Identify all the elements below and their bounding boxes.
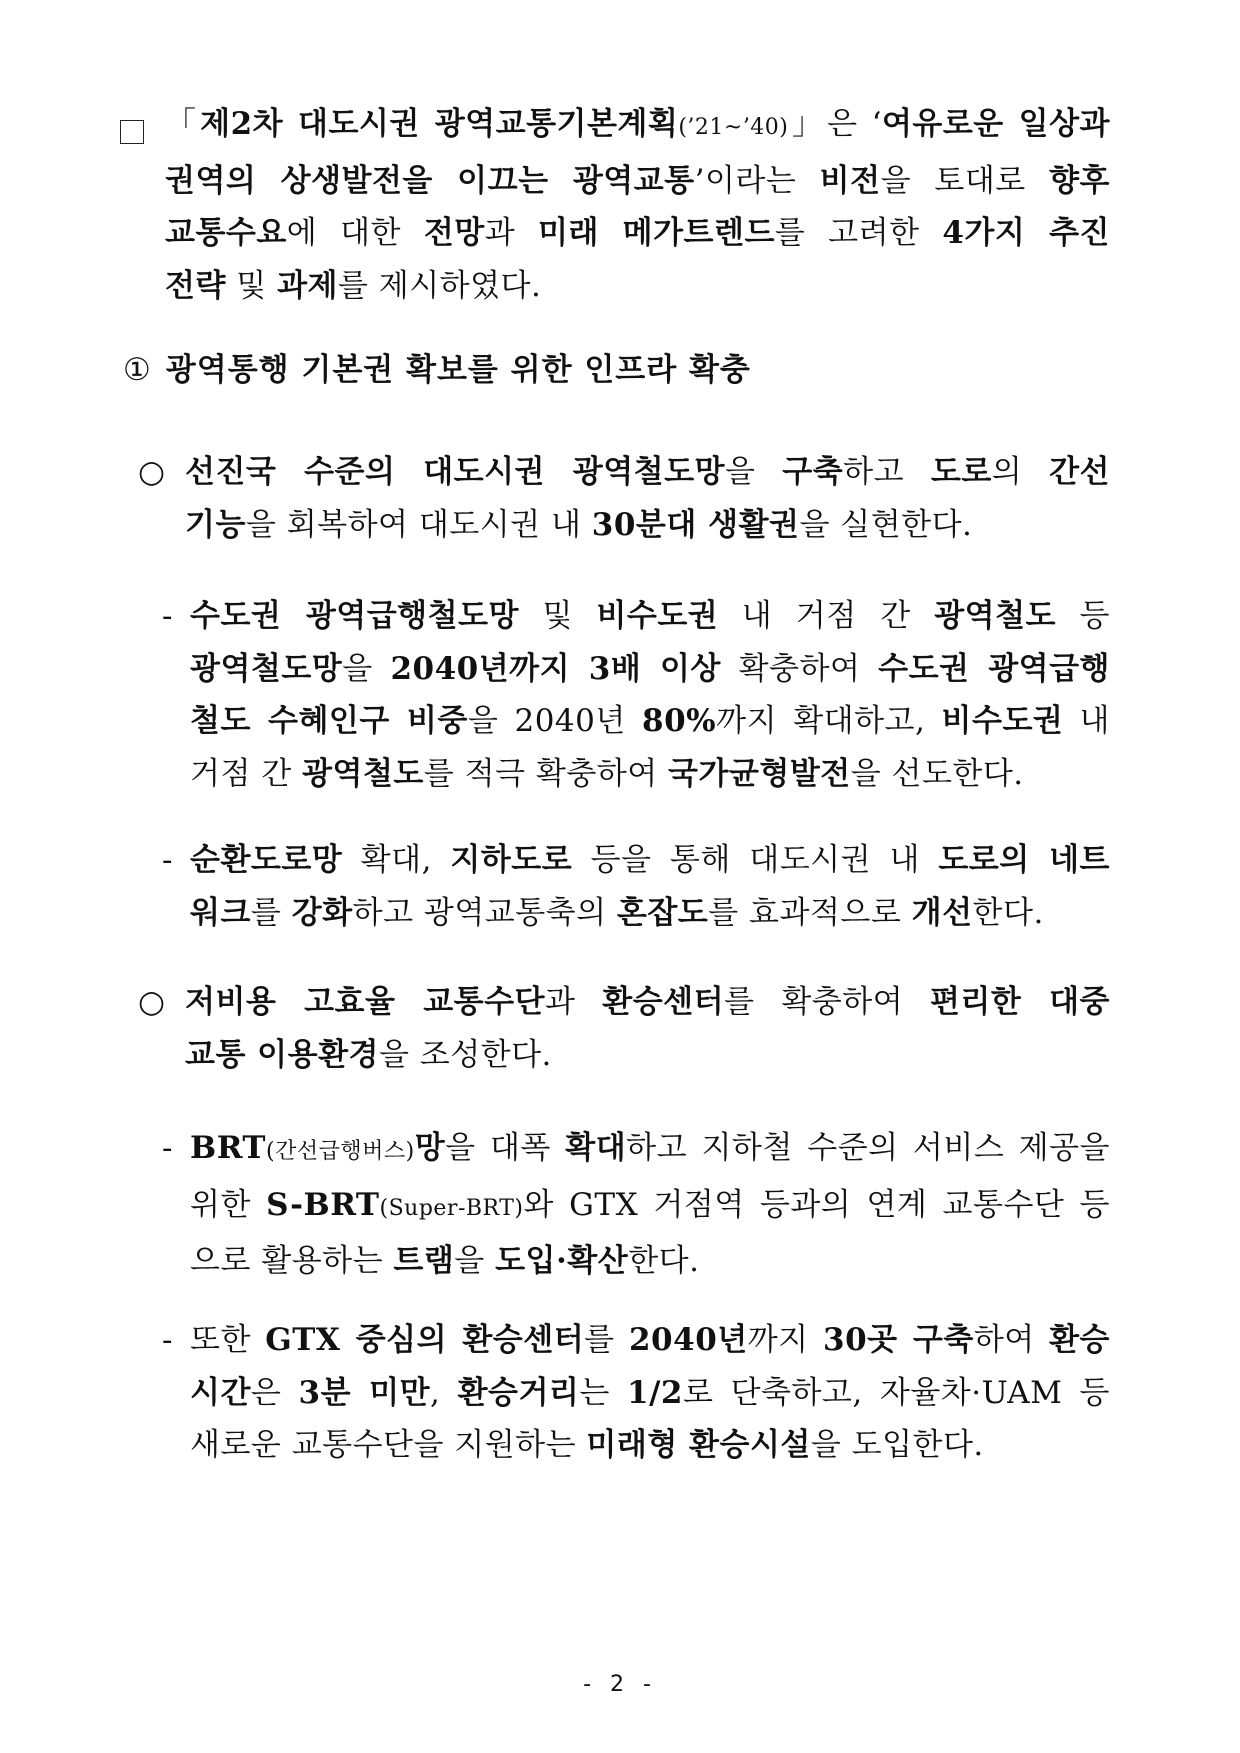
- bullet-line: 워크를 강화하고 광역교통축의 혼잡도를 효과적으로 개선한다.: [190, 894, 1044, 931]
- bullet-line: 철도 수혜인구 비중을 2040년 80%까지 확대하고, 비수도권 내: [190, 703, 1110, 739]
- sub-bullet-paragraph: [190, 1122, 1110, 1288]
- bullet-paragraph: [185, 976, 1110, 1081]
- bullet-line: 또한 GTX 중심의 환승센터를 2040년까지 30곳 구축하여 환승: [190, 1322, 1110, 1358]
- bullet-line: 기능을 회복하여 대도시권 내 30분대 생활권을 실현한다.: [185, 506, 973, 543]
- bullet-paragraph: [185, 446, 1110, 551]
- sub-bullet-paragraph: [190, 834, 1110, 939]
- bullet-line: 저비용 고효율 교통수단과 환승센터를 확충하여 편리한 대중: [185, 984, 1110, 1020]
- intro-paragraph: [165, 98, 1110, 312]
- dash-marker: -: [162, 1130, 173, 1166]
- bullet-line: 교통 이용환경을 조성한다.: [185, 1036, 552, 1073]
- bullet-line: 거점 간 광역철도를 적극 확충하여 국가균형발전을 선도한다.: [190, 755, 1024, 792]
- bullet-line: 위한 S-BRT(Super-BRT)와 GTX 거점역 등과의 연계 교통수단 등: [190, 1186, 1110, 1223]
- intro-line-1: 「제2차 대도시권 광역교통기본계획(’21~’40)」은 ‘여유로운 일상과: [165, 106, 1111, 142]
- bullet-line: 으로 활용하는 트램을 도입·확산한다.: [190, 1243, 700, 1279]
- sub-bullet-paragraph: [190, 590, 1110, 800]
- bullet-circle-marker: ○: [138, 454, 166, 490]
- bullet-line: 광역철도망을 2040년까지 3배 이상 확충하여 수도권 광역급행: [190, 650, 1110, 687]
- intro-line-2: 권역의 상생발전을 이끄는 광역교통’이라는 비전을 토대로 향후: [165, 162, 1110, 199]
- section-number: ①: [123, 352, 152, 388]
- intro-line-4: 전략 및 과제를 제시하였다.: [165, 267, 542, 304]
- bullet-line: 시간은 3분 미만, 환승거리는 1/2로 단축하고, 자율차·UAM 등: [190, 1374, 1110, 1411]
- section-title: 광역통행 기본권 확보를 위한 인프라 확충: [165, 352, 751, 388]
- bullet-circle-marker: ○: [138, 984, 166, 1020]
- bullet-line: 새로운 교통수단을 지원하는 미래형 환승시설을 도입한다.: [190, 1427, 984, 1463]
- bullet-line: 순환도로망 확대, 지하도로 등을 통해 대도시권 내 도로의 네트: [190, 842, 1110, 878]
- bullet-line: 선진국 수준의 대도시권 광역철도망을 구축하고 도로의 간선: [185, 454, 1110, 490]
- bullet-line: 수도권 광역급행철도망 및 비수도권 내 거점 간 광역철도 등: [190, 598, 1110, 634]
- dash-marker: -: [162, 598, 173, 634]
- page-number: - 2 -: [583, 1672, 657, 1697]
- square-icon: [120, 120, 144, 144]
- bullet-line: BRT(간선급행버스)망을 대폭 확대하고 지하철 수준의 서비스 제공을: [190, 1130, 1110, 1166]
- intro-line-3: 교통수요에 대한 전망과 미래 메가트렌드를 고려한 4가지 추진: [165, 215, 1110, 251]
- dash-marker: -: [162, 842, 173, 878]
- section-heading: [123, 344, 751, 397]
- sub-bullet-paragraph: [190, 1314, 1110, 1472]
- checkbox-marker: [120, 106, 144, 159]
- dash-marker: -: [162, 1322, 173, 1358]
